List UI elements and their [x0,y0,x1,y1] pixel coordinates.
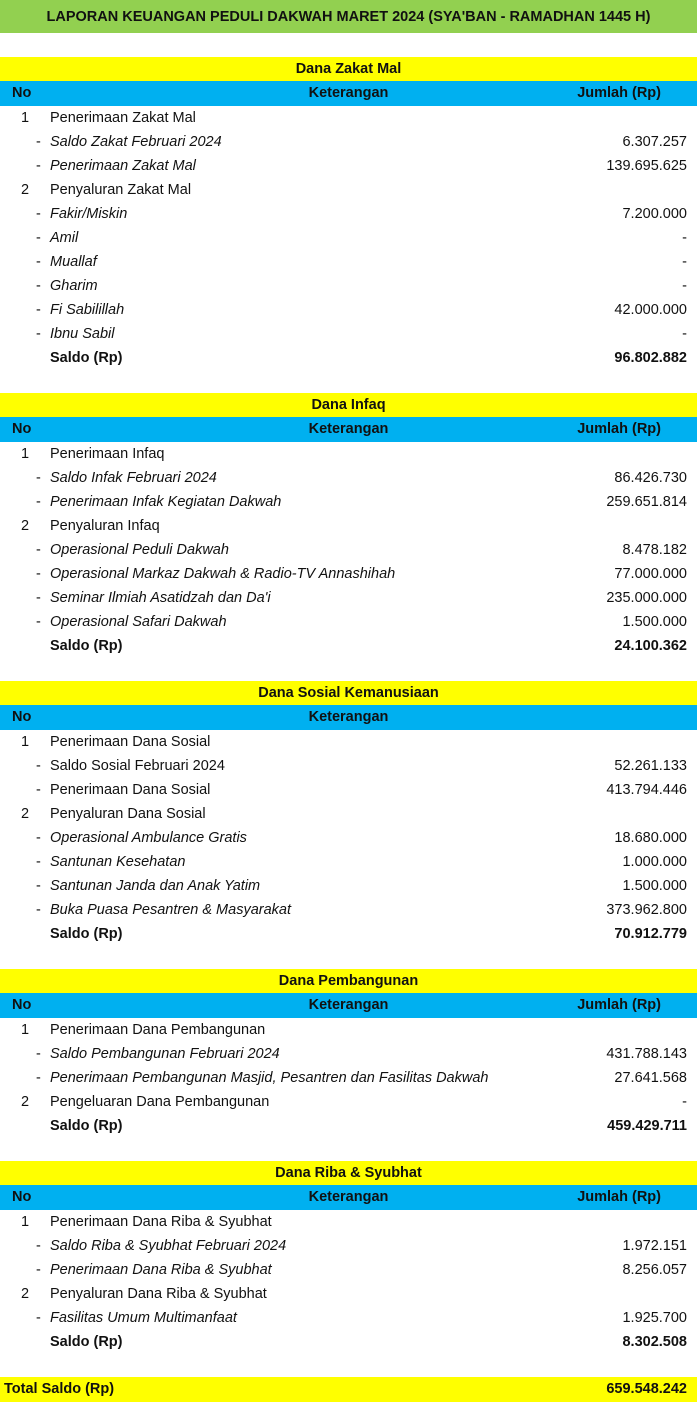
group-row [0,514,697,538]
row-bullet-dash: - [36,854,41,870]
row-bullet-dash: - [36,542,41,558]
row-bullet-dash: - [36,302,41,318]
row-bullet-dash: - [36,134,41,150]
table-row [0,1234,697,1258]
row-bullet-dash: - [36,758,41,774]
section-dana-pembangunan [0,969,697,1138]
row-jumlah: 373.962.800 [606,902,687,918]
row-jumlah: - [682,278,687,294]
row-bullet-dash: - [36,1070,41,1086]
row-jumlah: 70.912.779 [614,926,687,942]
row-keterangan: Pengeluaran Dana Pembangunan [50,1094,270,1110]
group-row [0,1282,697,1306]
row-number: 1 [20,110,30,126]
row-jumlah: 413.794.446 [606,782,687,798]
header-jumlah: Jumlah (Rp) [577,421,661,437]
row-jumlah: 1.925.700 [622,1310,687,1326]
row-keterangan: Saldo Riba & Syubhat Februari 2024 [50,1238,287,1254]
row-keterangan: Penerimaan Dana Riba & Syubhat [50,1214,272,1230]
row-keterangan: Penerimaan Dana Sosial [50,782,211,798]
table-row [0,1042,697,1066]
row-keterangan: Penerimaan Dana Riba & Syubhat [50,1262,272,1278]
table-row [0,898,697,922]
table-header [0,81,697,106]
table-row [0,754,697,778]
row-keterangan: Penyaluran Zakat Mal [50,182,192,198]
table-row [0,274,697,298]
table-row [0,562,697,586]
row-keterangan: Saldo Infak Februari 2024 [50,470,217,486]
header-jumlah: Jumlah (Rp) [577,85,661,101]
row-keterangan: Saldo (Rp) [50,350,123,366]
section-dana-infaq [0,393,697,658]
table-row [0,466,697,490]
row-number: 1 [20,446,30,462]
row-jumlah: 24.100.362 [614,638,687,654]
row-keterangan: Saldo Zakat Februari 2024 [50,134,222,150]
row-bullet-dash: - [36,902,41,918]
row-keterangan: Operasional Markaz Dakwah & Radio-TV Annashihah [50,566,396,582]
row-bullet-dash: - [36,782,41,798]
section-title: Dana Infaq [0,393,697,417]
row-bullet-dash: - [36,614,41,630]
table-row [0,610,697,634]
row-keterangan: Operasional Ambulance Gratis [50,830,247,846]
row-keterangan: Penerimaan Pembangunan Masjid, Pesantren dan Fasilitas Dakwah [50,1070,489,1086]
row-jumlah: 96.802.882 [614,350,687,366]
row-bullet-dash: - [36,566,41,582]
row-keterangan: Operasional Safari Dakwah [50,614,227,630]
table-header [0,417,697,442]
group-row [0,442,697,466]
row-jumlah: 235.000.000 [606,590,687,606]
total-saldo-value: 659.548.242 [606,1381,687,1397]
total-saldo-row [0,1377,697,1402]
table-row [0,826,697,850]
row-bullet-dash: - [36,494,41,510]
row-keterangan: Buka Puasa Pesantren & Masyarakat [50,902,291,918]
row-keterangan: Saldo (Rp) [50,926,123,942]
row-jumlah: - [682,230,687,246]
row-jumlah: 1.000.000 [622,854,687,870]
table-row [0,778,697,802]
header-keterangan: Keterangan [308,1189,389,1205]
table-header [0,705,697,730]
header-keterangan: Keterangan [308,421,389,437]
row-keterangan: Santunan Janda dan Anak Yatim [50,878,261,894]
row-number: 2 [20,806,30,822]
row-keterangan: Penyaluran Dana Riba & Syubhat [50,1286,267,1302]
header-keterangan: Keterangan [308,85,389,101]
saldo-row [0,634,697,658]
row-jumlah: 1.500.000 [622,614,687,630]
row-bullet-dash: - [36,206,41,222]
row-keterangan: Penerimaan Zakat Mal [50,110,196,126]
saldo-row [0,922,697,946]
group-row [0,106,697,130]
header-jumlah: Jumlah (Rp) [577,1189,661,1205]
row-bullet-dash: - [36,278,41,294]
row-keterangan: Operasional Peduli Dakwah [50,542,229,558]
header-keterangan: Keterangan [308,997,389,1013]
row-jumlah: 8.478.182 [622,542,687,558]
section-dana-sosial-kemanusiaan [0,681,697,946]
section-title: Dana Riba & Syubhat [0,1161,697,1185]
table-row [0,586,697,610]
group-row [0,1210,697,1234]
row-bullet-dash: - [36,1238,41,1254]
row-bullet-dash: - [36,1262,41,1278]
row-jumlah: 86.426.730 [614,470,687,486]
row-keterangan: Gharim [50,278,98,294]
section-dana-riba-syubhat [0,1161,697,1354]
group-row [0,1018,697,1042]
row-keterangan: Fi Sabilillah [50,302,125,318]
row-jumlah: 8.302.508 [622,1334,687,1350]
report-title: LAPORAN KEUANGAN PEDULI DAKWAH MARET 2024 (SYA'BAN - RAMADHAN 1445 H) [0,0,697,33]
row-keterangan: Saldo (Rp) [50,1118,123,1134]
row-keterangan: Saldo Sosial Februari 2024 [50,758,225,774]
header-jumlah: Jumlah (Rp) [577,997,661,1013]
header-no: No [12,997,32,1013]
row-jumlah: - [682,326,687,342]
row-jumlah: 459.429.711 [607,1118,687,1134]
table-row [0,298,697,322]
row-keterangan: Fasilitas Umum Multimanfaat [50,1310,237,1326]
row-bullet-dash: - [36,158,41,174]
row-jumlah: - [682,254,687,270]
group-row [0,178,697,202]
section-title: Dana Pembangunan [0,969,697,993]
row-jumlah: 18.680.000 [614,830,687,846]
row-bullet-dash: - [36,878,41,894]
table-row [0,226,697,250]
header-keterangan: Keterangan [308,709,389,725]
row-number: 2 [20,182,30,198]
row-jumlah: 139.695.625 [606,158,687,174]
header-no: No [12,85,32,101]
row-keterangan: Saldo (Rp) [50,1334,123,1350]
row-jumlah: 52.261.133 [614,758,687,774]
section-title: Dana Zakat Mal [0,57,697,81]
row-keterangan: Fakir/Miskin [50,206,128,222]
header-no: No [12,1189,32,1205]
row-bullet-dash: - [36,326,41,342]
row-jumlah: 6.307.257 [622,134,687,150]
table-row [0,250,697,274]
row-jumlah: 7.200.000 [622,206,687,222]
row-jumlah: 431.788.143 [606,1046,687,1062]
row-jumlah: 42.000.000 [614,302,687,318]
row-keterangan: Santunan Kesehatan [50,854,186,870]
row-keterangan: Penyaluran Infaq [50,518,160,534]
group-row [0,730,697,754]
table-row [0,1258,697,1282]
saldo-row [0,1330,697,1354]
row-keterangan: Seminar Ilmiah Asatidzah dan Da'i [50,590,271,606]
row-keterangan: Penyaluran Dana Sosial [50,806,206,822]
row-number: 1 [20,734,30,750]
table-row [0,1306,697,1330]
row-keterangan: Saldo Pembangunan Februari 2024 [50,1046,280,1062]
table-row [0,322,697,346]
table-row [0,130,697,154]
row-bullet-dash: - [36,1310,41,1326]
section-dana-zakat-mal [0,57,697,370]
table-header [0,993,697,1018]
row-number: 2 [20,1286,30,1302]
row-bullet-dash: - [36,470,41,486]
table-row [0,490,697,514]
row-jumlah: 259.651.814 [606,494,687,510]
row-number: 2 [20,1094,30,1110]
row-keterangan: Penerimaan Dana Sosial [50,734,211,750]
saldo-row [0,346,697,370]
row-jumlah: 1.500.000 [622,878,687,894]
row-keterangan: Ibnu Sabil [50,326,115,342]
row-jumlah: 77.000.000 [614,566,687,582]
group-row [0,1090,697,1114]
row-keterangan: Penerimaan Infaq [50,446,165,462]
row-jumlah: - [682,1094,687,1110]
table-header [0,1185,697,1210]
row-keterangan: Muallaf [50,254,97,270]
row-bullet-dash: - [36,830,41,846]
row-jumlah: 8.256.057 [622,1262,687,1278]
table-row [0,538,697,562]
row-number: 1 [20,1214,30,1230]
row-keterangan: Saldo (Rp) [50,638,123,654]
table-row [0,850,697,874]
table-row [0,874,697,898]
total-saldo-label: Total Saldo (Rp) [4,1381,115,1397]
table-row [0,202,697,226]
row-keterangan: Amil [50,230,79,246]
row-keterangan: Penerimaan Dana Pembangunan [50,1022,266,1038]
header-no: No [12,421,32,437]
table-row [0,1066,697,1090]
row-number: 2 [20,518,30,534]
saldo-row [0,1114,697,1138]
row-jumlah: 27.641.568 [614,1070,687,1086]
row-bullet-dash: - [36,254,41,270]
group-row [0,802,697,826]
row-keterangan: Penerimaan Zakat Mal [50,158,196,174]
row-number: 1 [20,1022,30,1038]
header-no: No [12,709,32,725]
row-bullet-dash: - [36,1046,41,1062]
section-title: Dana Sosial Kemanusiaan [0,681,697,705]
table-row [0,154,697,178]
row-keterangan: Penerimaan Infak Kegiatan Dakwah [50,494,282,510]
row-bullet-dash: - [36,590,41,606]
row-jumlah: 1.972.151 [622,1238,687,1254]
row-bullet-dash: - [36,230,41,246]
